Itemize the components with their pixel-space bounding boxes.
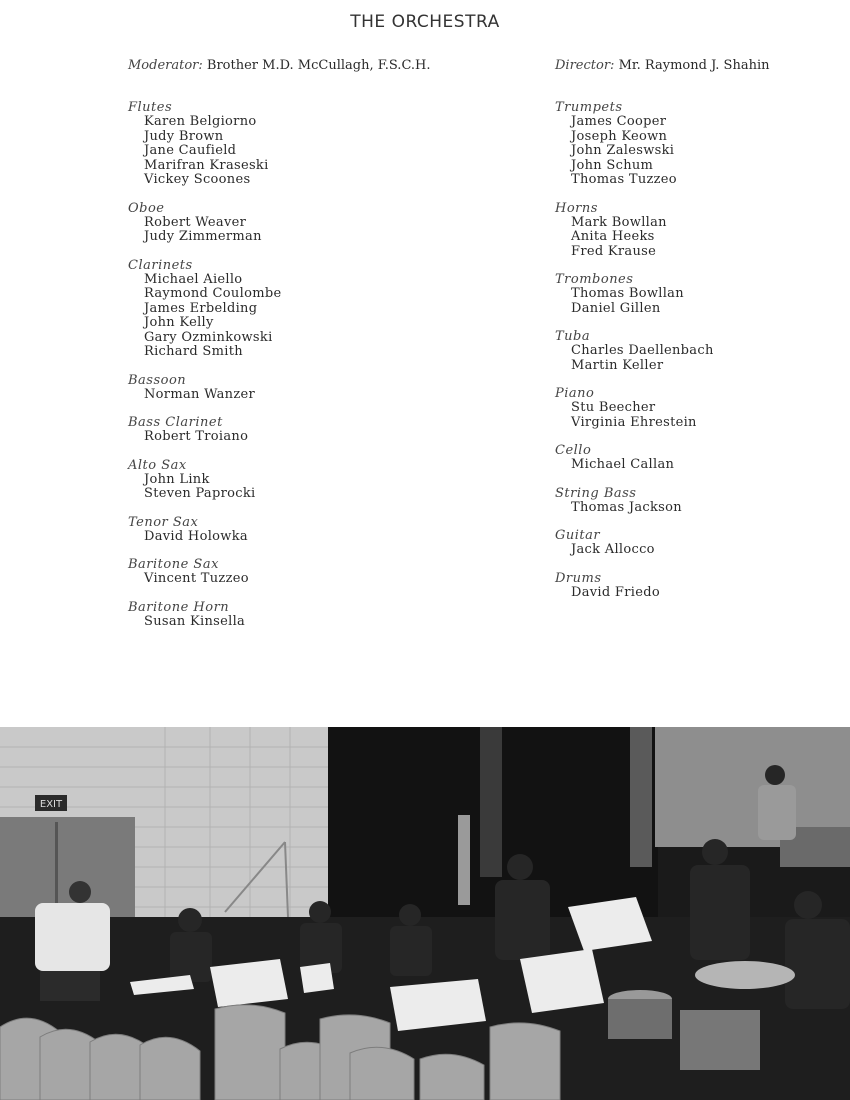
member-name: Martin Keller (571, 357, 664, 373)
member-name: James Cooper (571, 114, 667, 129)
member-name: John Link (144, 471, 210, 487)
member-name: Stu Beecher (571, 400, 656, 415)
member-name: Michael Aiello (144, 271, 243, 287)
section-flutes (128, 101, 458, 188)
member-name: Charles Daellenbach (571, 343, 714, 358)
member-name: Michael Callan (571, 457, 675, 472)
member-name: Robert Weaver (144, 214, 247, 230)
moderator-role: Moderator: (128, 58, 203, 73)
section-heading: Horns (555, 200, 598, 216)
section-alto-sax (128, 459, 458, 502)
member-name: Norman Wanzer (144, 386, 256, 402)
section-heading: Baritone Sax (128, 557, 219, 572)
member-name: Vincent Tuzzeo (144, 571, 249, 586)
section-string-bass (555, 487, 850, 516)
section-heading: Trumpets (555, 100, 623, 115)
moderator-name: Brother M.D. McCullagh, F.S.C.H. (206, 58, 431, 73)
member-name: John Kelly (144, 315, 214, 330)
member-name: Jane Caufield (144, 143, 237, 158)
member-name: Thomas Bowllan (571, 286, 684, 301)
page-title: THE ORCHESTRA (350, 12, 500, 32)
director-role: Director: (555, 58, 615, 73)
member-name: Robert Troiano (144, 429, 249, 444)
section-trumpets (555, 101, 850, 188)
member-name: Mark Bowllan (571, 214, 667, 230)
section-horns (555, 202, 850, 260)
member-name: Virginia Ehrestein (571, 414, 697, 430)
member-name: Gary Ozminkowski (144, 329, 273, 345)
section-heading: Tenor Sax (128, 514, 199, 530)
section-heading: Bassoon (128, 372, 187, 388)
section-heading: Bass Clarinet (128, 415, 223, 430)
member-name: Richard Smith (144, 344, 243, 359)
member-name: Thomas Jackson (571, 499, 682, 515)
director-name: Mr. Raymond J. Shahin (618, 58, 770, 73)
section-tuba (555, 330, 850, 373)
member-name: Steven Paprocki (144, 486, 256, 501)
section-baritone-sax (128, 558, 458, 587)
section-heading: Oboe (128, 200, 165, 216)
section-heading: Cello (555, 443, 592, 458)
section-bass-clarinet (128, 416, 458, 445)
moderator-credit (128, 58, 431, 73)
section-heading: String Bass (555, 485, 637, 501)
section-piano (555, 387, 850, 430)
section-heading: Tuba (555, 329, 591, 344)
member-name: Raymond Coulombe (144, 286, 282, 301)
director-credit (555, 58, 769, 73)
member-name: Joseph Keown (571, 128, 668, 144)
member-name: David Holowka (144, 528, 248, 544)
section-baritone-horn (128, 601, 458, 630)
right-roster-column (555, 101, 850, 614)
member-name: James Erbelding (144, 300, 258, 316)
member-name: Susan Kinsella (144, 613, 246, 629)
section-heading: Flutes (128, 100, 173, 115)
left-roster-column (128, 101, 458, 643)
section-heading: Baritone Horn (128, 599, 230, 615)
member-name: Thomas Tuzzeo (571, 172, 677, 187)
section-heading: Alto Sax (128, 457, 187, 473)
member-name: Karen Belgiorno (144, 114, 257, 129)
section-heading: Trombones (555, 272, 634, 287)
member-name: Fred Krause (571, 243, 657, 259)
member-name: John Zaleswski (571, 143, 675, 158)
section-heading: Piano (555, 386, 595, 401)
section-clarinets (128, 259, 458, 360)
member-name: John Schum (571, 157, 654, 173)
orchestra-photo (0, 727, 850, 1100)
section-tenor-sax (128, 516, 458, 545)
member-name: Anita Heeks (571, 229, 655, 244)
member-name: Judy Zimmerman (144, 229, 262, 244)
member-name: Jack Allocco (571, 542, 655, 557)
member-name: Marifran Kraseski (144, 157, 269, 173)
section-cello (555, 444, 850, 473)
section-heading: Guitar (555, 528, 601, 543)
member-name: Judy Brown (144, 128, 224, 144)
member-name: Daniel Gillen (571, 300, 661, 316)
section-bassoon (128, 374, 458, 403)
section-heading: Drums (555, 570, 602, 586)
member-name: David Friedo (571, 584, 660, 600)
section-trombones (555, 273, 850, 316)
section-oboe (128, 202, 458, 245)
member-name: Vickey Scoones (144, 172, 251, 187)
section-heading: Clarinets (128, 257, 193, 273)
exit-sign-text: EXIT (39, 799, 63, 810)
section-drums (555, 572, 850, 601)
section-guitar (555, 529, 850, 558)
